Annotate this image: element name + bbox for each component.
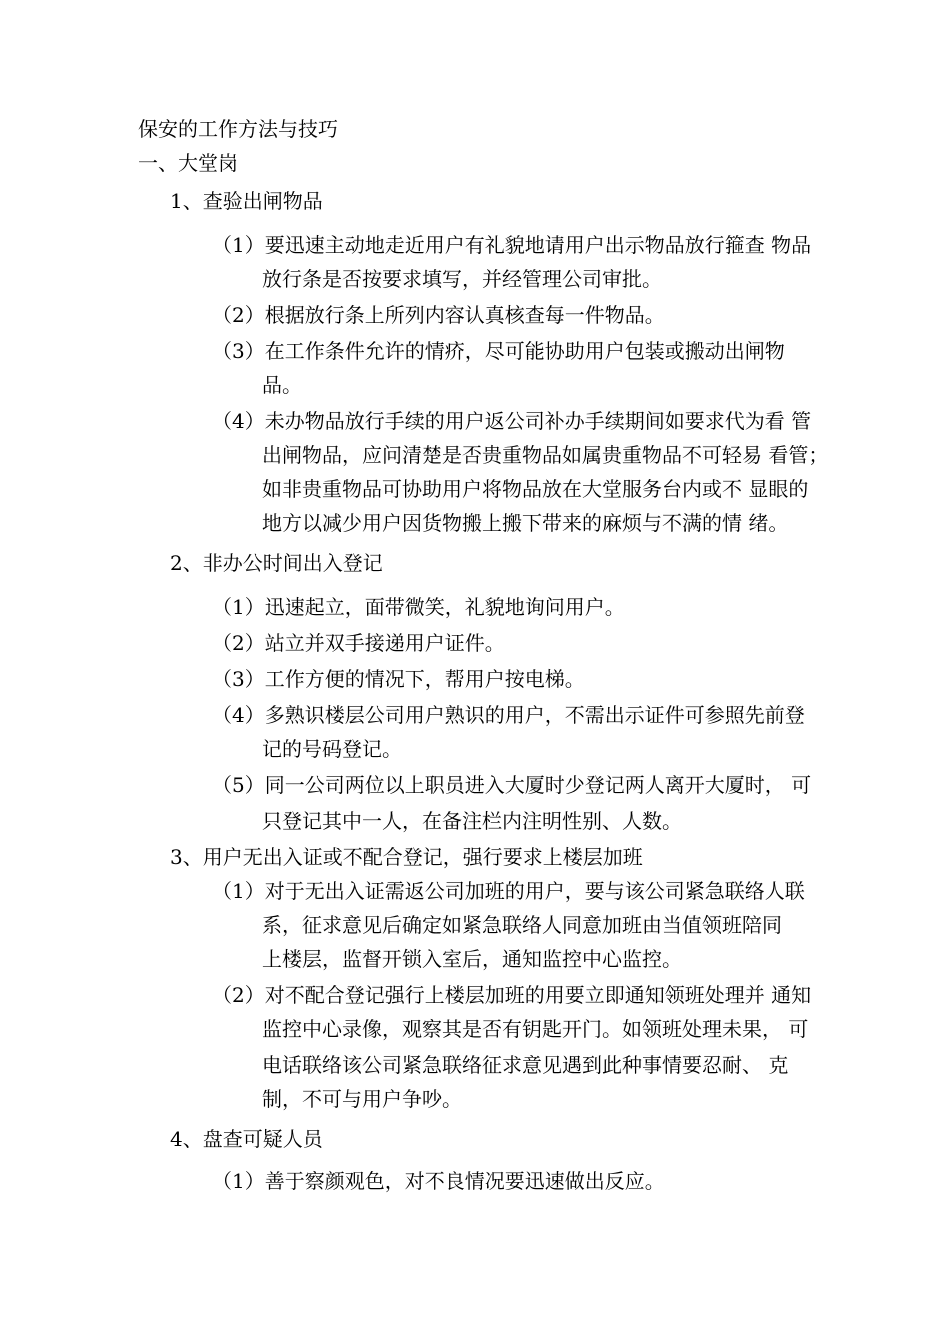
list-item-text: （4）多熟识楼层公司用户熟识的用户，不需出示证件可参照先前登 xyxy=(212,703,805,727)
list-item-text: （2）站立并双手接递用户证件。 xyxy=(212,631,505,655)
doc-title: 保安的工作方法与技巧 xyxy=(138,117,338,141)
list-item-text: （4）未办物品放行手续的用户返公司补办手续期间如要求代为看 管 xyxy=(212,409,812,433)
list-item-text: 记的号码登记。 xyxy=(262,737,402,761)
list-item-text: 品。 xyxy=(262,373,302,397)
list-item-text: 电话联络该公司紧急联络征求意见遇到此种事情要忍耐、 克 xyxy=(262,1053,789,1077)
list-item-text: 如非贵重物品可协助用户将物品放在大堂服务台内或不 显眼的 xyxy=(262,477,809,501)
list-item-text: （1）善于察颜观色，对不良情况要迅速做出反应。 xyxy=(212,1169,665,1193)
list-item-text: 只登记其中一人，在备注栏内注明性别、人数。 xyxy=(262,809,682,833)
list-item-text: 上楼层，监督开锁入室后，通知监控中心监控。 xyxy=(262,947,682,971)
list-item-text: 系，征求意见后确定如紧急联络人同意加班由当值领班陪同 xyxy=(262,913,782,937)
subsection-heading: 1、查验出闸物品 xyxy=(170,189,323,213)
list-item-text: （3）工作方便的情况下，帮用户按电梯。 xyxy=(212,667,585,691)
subsection-heading: 4、盘查可疑人员 xyxy=(170,1127,323,1151)
list-item-text: （2）根据放行条上所列内容认真核查每一件物品。 xyxy=(212,303,665,327)
list-item-text: （3）在工作条件允许的情疥，尽可能协助用户包装或搬动出闸物 xyxy=(212,339,785,363)
list-item-text: 地方以减少用户因货物搬上搬下带来的麻烦与不满的情 绪。 xyxy=(262,511,789,535)
list-item-text: 出闸物品，应问清楚是否贵重物品如属贵重物品不可轻易 看管； xyxy=(262,443,829,467)
section-heading: 一、大堂岗 xyxy=(138,151,238,175)
list-item-text: （2）对不配合登记强行上楼层加班的用要立即通知领班处理并 通知 xyxy=(212,983,812,1007)
subsection-heading: 3、用户无出入证或不配合登记，强行要求上楼层加班 xyxy=(170,845,643,869)
list-item-text: （1）迅速起立，面带微笑，礼貌地询问用户。 xyxy=(212,595,625,619)
list-item-text: （5）同一公司两位以上职员进入大厦时少登记两人离开大厦时， 可 xyxy=(212,773,812,797)
list-item-text: 制，不可与用户争吵。 xyxy=(262,1087,462,1111)
list-item-text: （1）对于无出入证需返公司加班的用户，要与该公司紧急联络人联 xyxy=(212,879,805,903)
list-item-text: 放行条是否按要求填写，并经管理公司审批。 xyxy=(262,267,662,291)
list-item-text: 监控中心录像，观察其是否有钥匙开门。如领班处理未果， 可 xyxy=(262,1017,809,1041)
subsection-heading: 2、非办公时间出入登记 xyxy=(170,551,383,575)
list-item-text: （1）要迅速主动地走近用户有礼貌地请用户出示物品放行箍查 物品 xyxy=(212,233,812,257)
